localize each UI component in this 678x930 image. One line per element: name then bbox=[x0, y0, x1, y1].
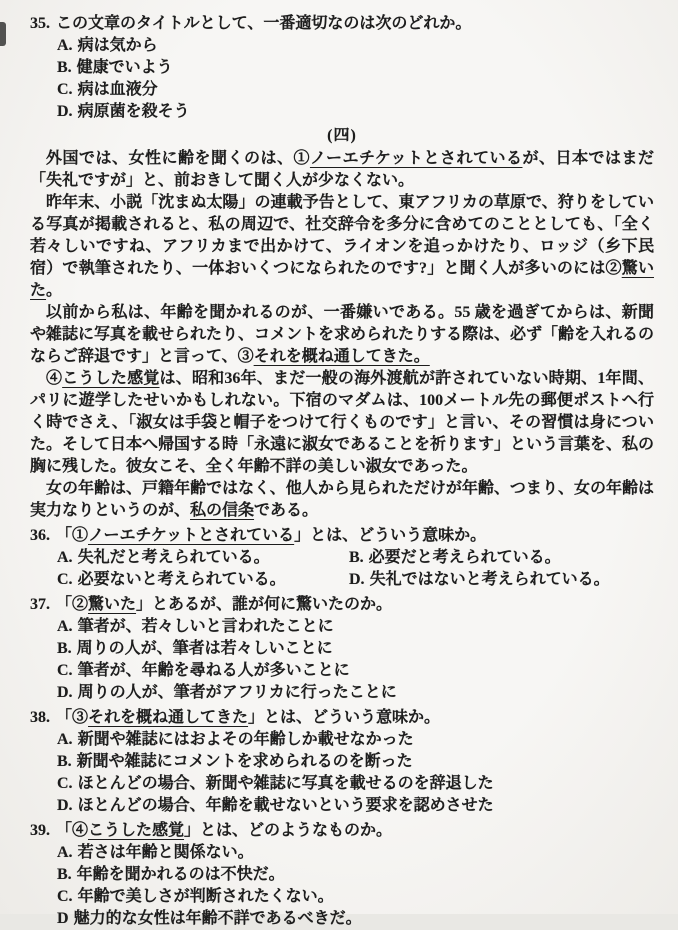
question-37 bbox=[30, 594, 654, 704]
option-text: 年齢で美しさが判断されたくない。 bbox=[77, 888, 334, 905]
question-38-option-a bbox=[30, 729, 654, 751]
option-text: 筆者が、年齢を尋ねる人が多いことに bbox=[77, 662, 350, 679]
option-label: A. bbox=[57, 37, 73, 54]
question-39-number: 39. bbox=[30, 822, 50, 839]
option-text: 健康でいよう bbox=[76, 59, 173, 76]
option-label: A. bbox=[57, 549, 73, 566]
option-label: D. bbox=[57, 684, 73, 701]
stem-text: 「③ bbox=[56, 709, 89, 726]
question-37-option-c bbox=[30, 660, 654, 682]
question-35-option-b bbox=[30, 57, 654, 79]
option-text: 病原菌を殺そう bbox=[77, 103, 190, 120]
question-35-option-a bbox=[30, 35, 654, 57]
question-37-option-b bbox=[30, 638, 654, 660]
option-text: 周りの人が、筆者は若々しいことに bbox=[76, 640, 333, 657]
stem-text: 「② bbox=[56, 596, 89, 613]
question-37-number: 37. bbox=[30, 596, 50, 613]
question-36-option-b bbox=[349, 547, 654, 569]
option-text: 失礼ではないと考えられている。 bbox=[369, 571, 610, 588]
stem-text: 」とあるが、誰が何に驚いたのか。 bbox=[136, 596, 393, 613]
passage-paragraph-3 bbox=[30, 302, 654, 368]
passage-text: は、昭和36年、まだ一般の海外渡航が許されていない時期、1年間、パリに遊学したせいかもしれない。下宿のマダムは、100メートル先の郵便ポストへ行く時でさえ、「淑女は手袋と帽子をつけて行くものです」と言い、その習慣は身についた。そして日本へ帰国する時「永遠に淑女であることを祈ります」という言葉を、私の胸に残した。彼女こそ、全く年齢不詳の美しい淑女であった。 bbox=[30, 370, 655, 475]
question-37-stem bbox=[30, 594, 654, 616]
passage-text: 外国では、女性に齢を聞くのは、① bbox=[46, 150, 310, 167]
option-text: ほとんどの場合、新聞や雑誌に写真を載せるのを辞退した bbox=[77, 775, 494, 792]
option-text: 必要だと考えられている。 bbox=[368, 549, 561, 566]
underlined-phrase-1: ノーエチケットとされている bbox=[309, 150, 523, 167]
question-39-option-b bbox=[30, 864, 654, 886]
question-37-option-d bbox=[30, 682, 654, 704]
question-38-option-b bbox=[30, 751, 654, 773]
option-text: 魅力的な女性は年齢不詳であるべきだ。 bbox=[73, 910, 362, 927]
question-36-stem bbox=[30, 525, 654, 547]
stem-underlined-phrase: こうした感覚 bbox=[88, 822, 185, 839]
question-36-options bbox=[30, 547, 654, 591]
passage-paragraph-1 bbox=[30, 148, 654, 192]
option-text: 病は気から bbox=[77, 37, 158, 54]
question-38 bbox=[30, 707, 654, 817]
stem-text: 」とは、どういう意味か。 bbox=[294, 527, 487, 544]
passage-paragraph-4 bbox=[30, 368, 654, 478]
stem-text: 」とは、どのようなものか。 bbox=[184, 822, 393, 839]
option-label: C. bbox=[57, 81, 73, 98]
underlined-phrase-3: それを概ね通してきた。 bbox=[253, 348, 430, 365]
stem-text: 「④ bbox=[56, 822, 89, 839]
option-label: B. bbox=[57, 866, 72, 883]
option-text: 病は血液分 bbox=[77, 81, 158, 98]
question-39-stem bbox=[30, 820, 654, 842]
option-label: D. bbox=[57, 103, 73, 120]
option-text: 新聞や雑誌にコメントを求められるのを断った bbox=[76, 753, 413, 770]
section-header: (四) bbox=[327, 127, 357, 144]
option-label: A. bbox=[57, 618, 73, 635]
option-label: D bbox=[57, 910, 69, 927]
option-text: 失礼だと考えられている。 bbox=[77, 549, 270, 566]
option-label: D. bbox=[57, 797, 73, 814]
question-38-number: 38. bbox=[30, 709, 50, 726]
option-label: C. bbox=[57, 775, 73, 792]
option-text: 新聞や雑誌にはおよその年齢しか載せなかった bbox=[77, 731, 414, 748]
question-36-number: 36. bbox=[30, 527, 50, 544]
passage-text: が、日本ではまだ「失礼ですが」と、前おきして聞く人が少なくない。 bbox=[30, 150, 654, 189]
question-37-option-a bbox=[30, 616, 654, 638]
option-label: B. bbox=[57, 753, 72, 770]
passage-text: 以前から私は、年齢を聞かれるのが、一番嫌いである。55 歳を過ぎてからは、新聞や雑誌に写真を載せられたり、コメントを求められたりする際は、必ず「齢を入れるのならご辞退です」と言って、③ bbox=[30, 304, 655, 365]
question-36-option-c bbox=[57, 569, 349, 591]
question-36 bbox=[30, 525, 654, 591]
question-35-option-d bbox=[30, 101, 654, 123]
passage-text: 昨年末、小説「沈まぬ太陽」の連載予告として、東アフリカの草原で、狩りをしている写真が掲載されると、私の周辺で、社交辞令を多分に含めてのこととしても、「全く若々しいですね、アフリカまで出かけて、ライオンを追っかけたり、ロッジ（乡下民宿）で執筆されたり、一体おいくつになられたのです?」と聞く人が多いのには② bbox=[30, 194, 654, 277]
option-text: 周りの人が、筆者がアフリカに行ったことに bbox=[77, 684, 397, 701]
stem-text: 「① bbox=[56, 527, 89, 544]
question-38-option-c bbox=[30, 773, 654, 795]
question-35-number: 35. bbox=[30, 15, 50, 32]
option-label: A. bbox=[57, 731, 73, 748]
passage-text: である。 bbox=[254, 502, 319, 519]
passage-text: 女の年齢は、戸籍年齢ではなく、他人から見られただけが年齢、つまり、女の年齢は実力なりというのが、 bbox=[30, 480, 654, 519]
question-36-option-a bbox=[57, 547, 349, 569]
question-35-stem-text: この文章のタイトルとして、一番適切なのは次のどれか。 bbox=[56, 15, 472, 32]
underlined-phrase-4: こうした感覚 bbox=[62, 370, 160, 387]
question-39-option-c bbox=[30, 886, 654, 908]
option-text: 年齢を聞かれるのは不快だ。 bbox=[76, 866, 285, 883]
stem-underlined-phrase: ノーエチケットとされている bbox=[88, 527, 295, 544]
question-39-option-a bbox=[30, 842, 654, 864]
option-label: B. bbox=[349, 549, 364, 566]
option-label: C. bbox=[57, 888, 73, 905]
question-35 bbox=[30, 13, 654, 123]
reading-passage bbox=[30, 148, 654, 522]
question-39-option-d bbox=[30, 908, 654, 930]
option-text: 筆者が、若々しいと言われたことに bbox=[77, 618, 334, 635]
option-text: 必要ないと考えられている。 bbox=[77, 571, 286, 588]
stem-underlined-phrase: 驚いた bbox=[88, 596, 137, 613]
underlined-phrase-2: 驚いた bbox=[30, 260, 654, 299]
passage-paragraph-5 bbox=[30, 478, 654, 522]
stem-text: 」とは、どういう意味か。 bbox=[248, 709, 441, 726]
passage-text: 。 bbox=[46, 282, 63, 299]
option-label: B. bbox=[57, 59, 72, 76]
underlined-phrase-5: 私の信条 bbox=[190, 502, 255, 519]
option-text: ほとんどの場合、年齢を載せないという要求を認めさせた bbox=[77, 797, 494, 814]
question-38-option-d bbox=[30, 795, 654, 817]
question-35-option-c bbox=[30, 79, 654, 101]
passage-paragraph-2 bbox=[30, 192, 654, 302]
option-label: A. bbox=[57, 844, 73, 861]
question-35-stem bbox=[30, 13, 654, 35]
passage-text: ④ bbox=[46, 370, 63, 387]
option-label: B. bbox=[57, 640, 72, 657]
option-text: 若さは年齢と関係ない。 bbox=[77, 844, 254, 861]
stem-underlined-phrase: それを概ね通してきた bbox=[88, 709, 249, 726]
option-label: C. bbox=[57, 662, 73, 679]
option-label: C. bbox=[57, 571, 73, 588]
question-38-stem bbox=[30, 707, 654, 729]
option-label: D. bbox=[349, 571, 365, 588]
question-36-option-d bbox=[349, 569, 654, 591]
